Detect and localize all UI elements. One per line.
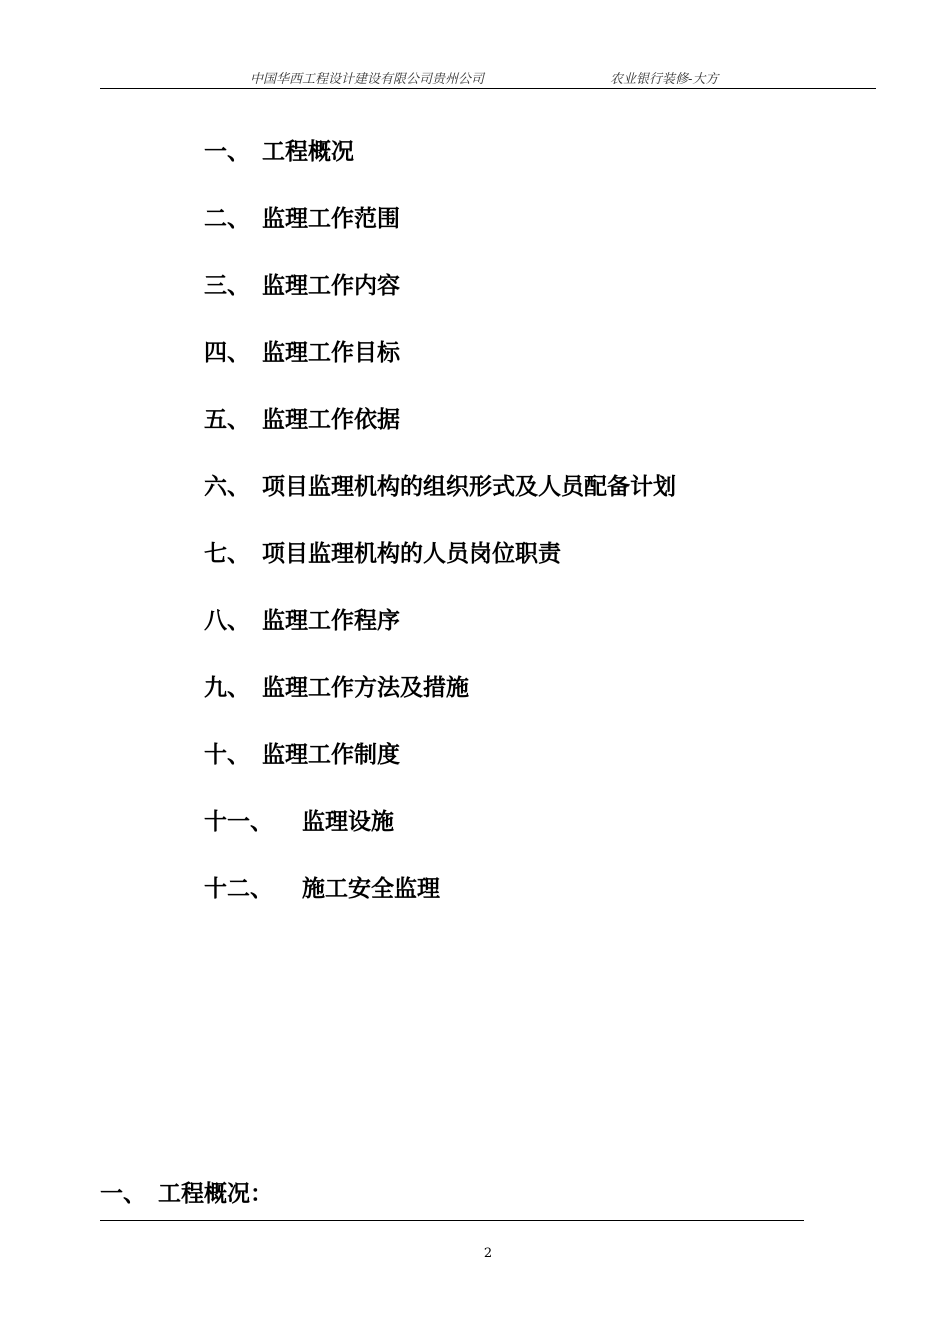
- section-number: 一、: [100, 1181, 146, 1207]
- toc-label: 监理工作范围: [262, 206, 400, 232]
- toc-number: 四、: [204, 340, 250, 366]
- toc-label: 工程概况: [262, 139, 354, 165]
- toc-number: 七、: [204, 541, 250, 567]
- toc-label: 项目监理机构的组织形式及人员配备计划: [262, 474, 676, 500]
- toc-item: [204, 467, 676, 534]
- toc-number: 十、: [204, 742, 250, 768]
- header-project: 农业银行装修-大方: [610, 72, 719, 87]
- toc-label: 监理工作程序: [262, 608, 400, 634]
- toc-label: 施工安全监理: [302, 876, 440, 902]
- page-number: 2: [483, 1246, 493, 1261]
- toc-item: [204, 802, 676, 869]
- toc-label: 监理工作方法及措施: [262, 675, 469, 701]
- toc-number: 十一、: [204, 809, 273, 835]
- toc-label: 监理工作依据: [262, 407, 400, 433]
- toc-item: [204, 400, 676, 467]
- toc-number: 一、: [204, 139, 250, 165]
- header-company: 中国华西工程设计建设有限公司贵州公司: [250, 72, 485, 87]
- toc-item: [204, 534, 676, 601]
- toc-label: 监理工作制度: [262, 742, 400, 768]
- toc-item: [204, 869, 676, 936]
- toc-item: [204, 132, 676, 199]
- toc-number: 十二、: [204, 876, 273, 902]
- toc-item: [204, 735, 676, 802]
- page-header: [100, 66, 876, 89]
- toc-item: [204, 266, 676, 333]
- toc-item: [204, 199, 676, 266]
- section-heading: [100, 1172, 804, 1221]
- toc-label: 监理工作内容: [262, 273, 400, 299]
- toc-label: 监理设施: [302, 809, 394, 835]
- toc-number: 二、: [204, 206, 250, 232]
- toc-number: 三、: [204, 273, 250, 299]
- toc-item: [204, 333, 676, 400]
- toc-number: 六、: [204, 474, 250, 500]
- section-title: 工程概况：: [158, 1181, 273, 1207]
- toc-label: 项目监理机构的人员岗位职责: [262, 541, 561, 567]
- table-of-contents: [204, 132, 676, 936]
- toc-number: 五、: [204, 407, 250, 433]
- toc-number: 九、: [204, 675, 250, 701]
- toc-item: [204, 601, 676, 668]
- toc-item: [204, 668, 676, 735]
- toc-number: 八、: [204, 608, 250, 634]
- toc-label: 监理工作目标: [262, 340, 400, 366]
